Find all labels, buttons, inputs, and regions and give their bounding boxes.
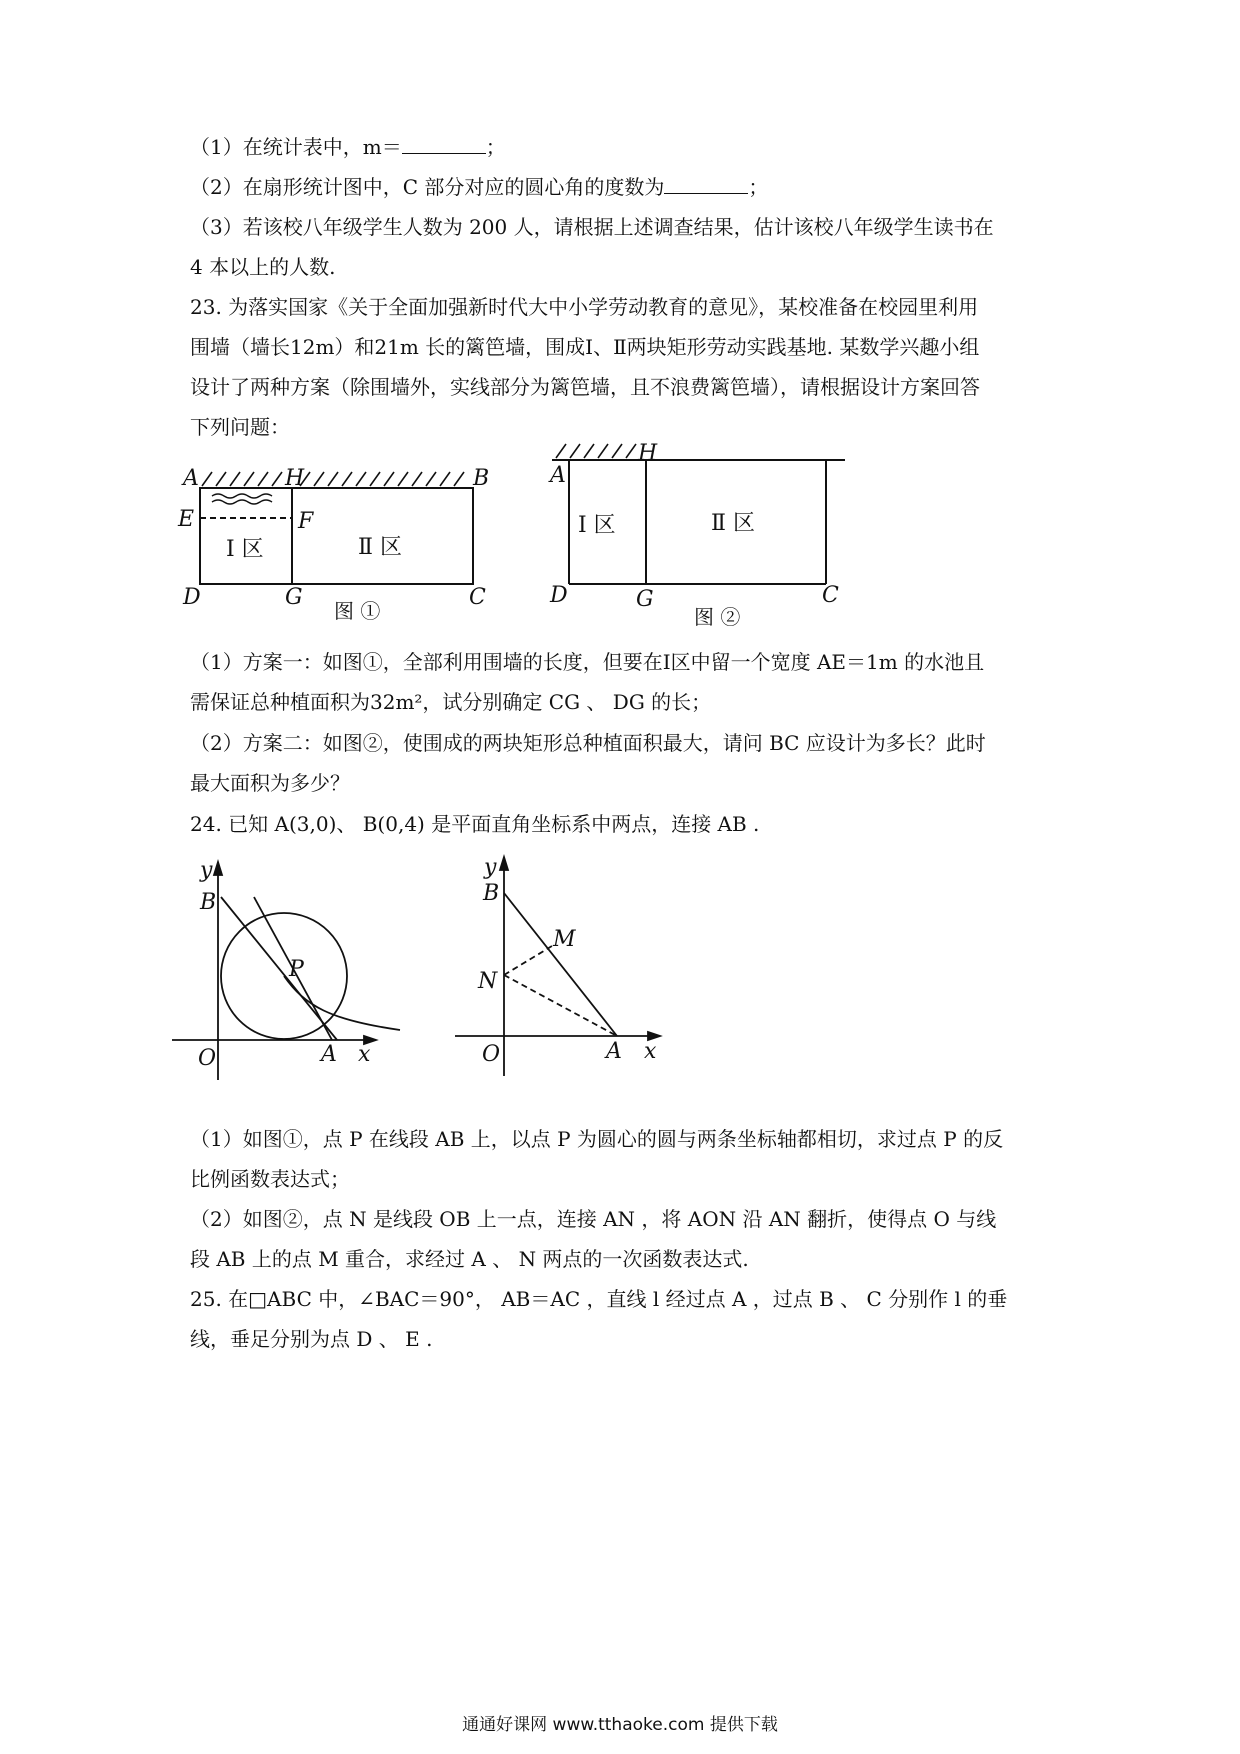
- label-B: B: [483, 881, 500, 906]
- q23-stem-line1: 23. 为落实国家《关于全面加强新时代大中小学劳动教育的意见》，某校准备在校园里利用: [190, 295, 979, 319]
- q24-part2-line2: 段 AB 上的点 M 重合，求经过 A 、 N 两点的一次函数表达式.: [190, 1247, 749, 1271]
- label-F: F: [298, 509, 314, 534]
- q22-part3-line1: （3）若该校八年级学生人数为 200 人，请根据上述调查结果，估计该校八年级学生读书在: [190, 215, 994, 239]
- q23-part2-line1: （2）方案二：如图②，使围成的两块矩形总种植面积最大，请问 BC 应设计为多长？此时: [190, 731, 986, 755]
- page-footer: 通通好课网 www.tthaoke.com 提供下载: [462, 1715, 778, 1735]
- q24-part1-line2: 比例函数表达式；: [190, 1167, 350, 1191]
- label-M: M: [553, 927, 576, 952]
- label-B: B: [473, 466, 490, 491]
- label-B: B: [200, 890, 217, 915]
- zone-1-label: Ⅰ 区: [578, 513, 616, 538]
- q23-stem-line3: 设计了两种方案（除围墙外，实线部分为篱笆墙，且不浪费篱笆墙），请根据设计方案回答: [190, 375, 980, 399]
- label-C: C: [469, 585, 486, 610]
- q23-part2-line2: 最大面积为多少？: [190, 771, 350, 795]
- label-O: O: [198, 1046, 217, 1071]
- q25-stem-line1: 25. 在□ABC 中，∠BAC＝90°， AB＝AC ，直线 l 经过点 A ，过点 B 、 C 分别作 l 的垂: [190, 1287, 1008, 1311]
- label-A: A: [183, 466, 199, 491]
- q22-part2: （2）在扇形统计图中，C 部分对应的圆心角的度数为 ；: [190, 175, 769, 199]
- label-D: D: [183, 585, 201, 610]
- figure-caption: 图 ②: [694, 605, 741, 629]
- q25-stem-line2: 线，垂足分别为点 D 、 E .: [190, 1327, 433, 1351]
- label-O: O: [482, 1042, 501, 1067]
- q23-part1-line2: 需保证总种植面积为32m²，试分别确定 CG 、 DG 的长；: [190, 690, 712, 714]
- label-G: G: [285, 585, 303, 610]
- q23-part1-line1: （1）方案一：如图①，全部利用围墙的长度，但要在Ⅰ区中留一个宽度 AE＝1m 的水池且: [190, 650, 985, 674]
- q24-part2-line1: （2）如图②，点 N 是线段 OB 上一点，连接 AN ，将 AON 沿 AN 翻折，使得点 O 与线: [190, 1207, 997, 1231]
- q23-stem-line4: 下列问题：: [190, 415, 290, 439]
- q24-stem: 24. 已知 A(3,0)、 B(0,4) 是平面直角坐标系中两点，连接 AB .: [190, 812, 760, 836]
- label-E: E: [178, 507, 195, 532]
- label-y: y: [484, 855, 497, 880]
- q24-part1-line1: （1）如图①，点 P 在线段 AB 上，以点 P 为圆心的圆与两条坐标轴都相切，求过点 P 的反: [190, 1127, 1004, 1151]
- label-A: A: [321, 1042, 337, 1067]
- label-G: G: [636, 587, 654, 612]
- label-D: D: [550, 583, 568, 608]
- label-x: x: [644, 1039, 657, 1064]
- figure-caption: 图 ①: [334, 599, 381, 623]
- label-C: C: [822, 583, 839, 608]
- label-x: x: [358, 1042, 371, 1067]
- zone-2-label: Ⅱ 区: [711, 511, 755, 536]
- q22-part1: （1）在统计表中，m＝ ；: [190, 135, 506, 159]
- label-A: A: [606, 1039, 622, 1064]
- zone-2-label: Ⅱ 区: [358, 535, 402, 560]
- q23-stem-line2: 围墙（墙长12m）和21m 长的篱笆墙，围成Ⅰ、Ⅱ两块矩形劳动实践基地. 某数学兴趣小组: [190, 335, 980, 359]
- label-y: y: [200, 858, 213, 883]
- zone-1-label: Ⅰ 区: [226, 537, 264, 562]
- label-N: N: [478, 969, 498, 994]
- q22-part3-line2: 4 本以上的人数.: [190, 255, 336, 279]
- label-H: H: [285, 466, 305, 491]
- label-P: P: [289, 957, 304, 982]
- label-H: H: [638, 441, 658, 466]
- label-A: A: [550, 463, 566, 488]
